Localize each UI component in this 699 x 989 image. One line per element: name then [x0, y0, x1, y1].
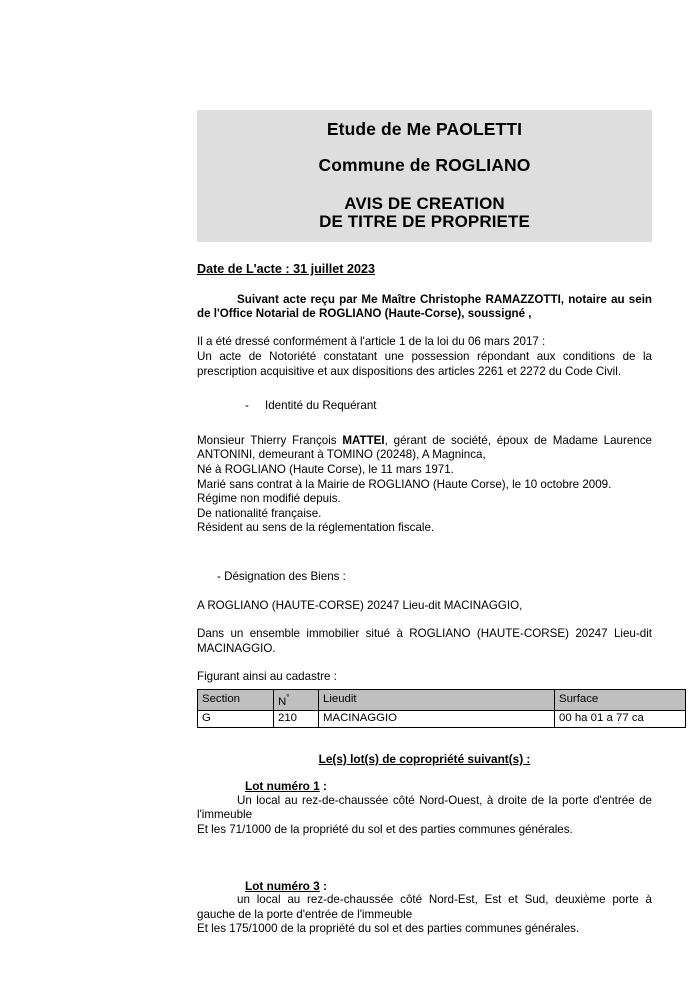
legal-basis-line-2: Un acte de Notoriété constatant une possession répondant aux conditions de la prescription acquisitive et aux dispositions des articles 2261 et 2272 du Code Civil. [197, 350, 652, 378]
lot-3-heading-label: Lot numéro 3 [245, 878, 320, 893]
lot-3-tail: Et les 175/1000 de la propriété du sol et des parties communes générales. [197, 922, 580, 936]
header-commune-title: Commune de ROGLIANO [318, 155, 531, 176]
applicant-surname: MATTEI [342, 433, 385, 447]
identity-bullet-dash: - [245, 399, 249, 413]
document-header-block [197, 110, 652, 242]
lot-1-body: Un local au rez-de-chaussée côté Nord-Ouest, à droite de la porte d'entrée de l'immeuble [197, 793, 652, 822]
cadastre-table-head [198, 689, 686, 710]
lot-1-heading-suffix: : [319, 779, 327, 794]
designation-section-heading: - Désignation des Biens : [217, 569, 346, 583]
lots-section-title-text: Le(s) lot(s) de copropriété suivant(s) : [318, 751, 531, 766]
cadastre-cell-section: G [198, 710, 274, 727]
applicant-residency-line: Résident au sens de la réglementation fiscale. [197, 521, 435, 535]
identity-heading-label: Identité du Requérant [265, 399, 377, 413]
header-office-title: Etude de Me PAOLETTI [326, 119, 523, 139]
cadastre-header-row [198, 689, 686, 710]
lot-1-heading [197, 779, 652, 794]
spacer-before-ensemble [197, 613, 652, 627]
designation-ensemble: Dans un ensemble immobilier situé à ROGLIANO (HAUTE-CORSE) 20247 Lieu-dit MACINAGGIO. [197, 627, 652, 655]
applicant-name-prefix: Monsieur Thierry François [197, 433, 343, 447]
cadastre-header-surface: Surface [555, 689, 686, 710]
act-date-line: Date de L'acte : 31 juillet 2023 [197, 262, 375, 276]
spacer-after-designation-heading [197, 585, 652, 599]
lot-3-heading-suffix: : [319, 878, 327, 893]
lot-1-tail: Et les 71/1000 de la propriété du sol et des parties communes générales. [197, 823, 573, 837]
notary-paragraph: Suivant acte reçu par Me Maître Christophe RAMAZZOTTI, notaire au sein de l'Office Notarial de ROGLIANO (Haute-Corse), soussigné , [197, 292, 652, 320]
lot-3-heading [197, 879, 652, 894]
header-notice-title-line2: DE TITRE DE PROPRIETE [319, 211, 530, 231]
spacer-between-lots [197, 838, 652, 866]
applicant-marriage-line: Marié sans contrat à la Mairie de ROGLIANO (Haute Corse), le 10 octobre 2009. [197, 477, 612, 491]
designation-address: A ROGLIANO (HAUTE-CORSE) 20247 Lieu-dit MACINAGGIO, [197, 598, 523, 612]
applicant-identity-line [197, 434, 652, 463]
cadastre-header-number-degree: ° [286, 692, 290, 702]
spacer-before-designation [197, 536, 652, 570]
lots-section-title [197, 752, 652, 767]
applicant-name-suffix: , gérant de société, époux de Madame Laurence ANTONINI, demeurant à TOMINO (20248), A Magninca, [197, 433, 652, 462]
cadastre-header-number [274, 689, 319, 710]
header-notice-title [197, 195, 652, 231]
cadastre-cell-lieudit: MACINAGGIO [319, 710, 555, 727]
spacer-before-cadastre [197, 656, 652, 670]
cadastre-table [197, 689, 686, 728]
spacer-after-identity-heading [197, 414, 652, 434]
applicant-nationality-line: De nationalité française. [197, 506, 322, 520]
cadastre-header-lieudit: Lieudit [319, 689, 555, 710]
date-line-wrapper [197, 262, 652, 293]
lot-1-heading-label: Lot numéro 1 [245, 779, 320, 794]
cadastre-header-section: Section [198, 689, 274, 710]
cadastre-intro: Figurant ainsi au cadastre : [197, 670, 337, 684]
cadastre-header-number-base: N [278, 695, 287, 708]
table-row [198, 710, 686, 727]
spacer-before-identity [197, 379, 652, 399]
cadastre-cell-surface: 00 ha 01 a 77 ca [555, 710, 686, 727]
applicant-birth-line: Né à ROGLIANO (Haute Corse), le 11 mars 1971. [197, 462, 454, 476]
header-spacer-1 [197, 138, 652, 156]
legal-basis-line-1: Il a été dressé conformément à l'article 1 de la loi du 06 mars 2017 : [197, 335, 546, 349]
document-body [197, 262, 652, 937]
applicant-regime-line: Régime non modifié depuis. [197, 492, 341, 506]
header-notice-title-line1: AVIS DE CREATION [344, 193, 505, 213]
cadastre-cell-number: 210 [274, 710, 319, 727]
cadastre-table-body [198, 710, 686, 727]
identity-section-heading [197, 399, 652, 414]
header-spacer-2 [197, 175, 652, 195]
lot-3-body: un local au rez-de-chaussée côté Nord-Est, Est et Sud, deuxième porte à gauche de la porte d'entrée de l'immeuble [197, 893, 652, 921]
